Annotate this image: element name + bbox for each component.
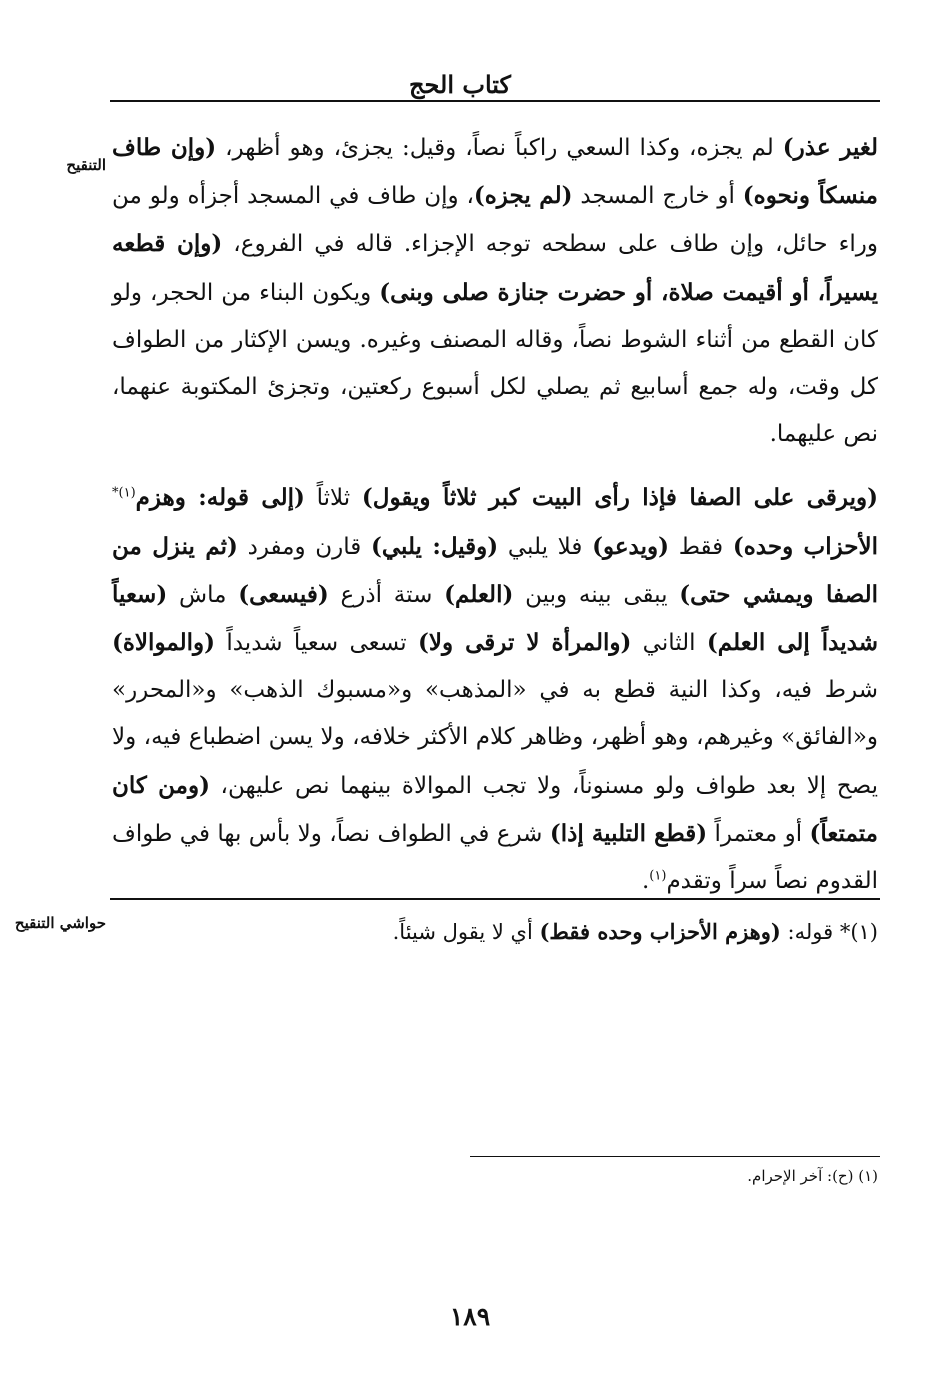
text-span: تسعى سعياً شديداً — [215, 630, 418, 657]
text-span: (العلم) — [444, 580, 514, 608]
text-span: (سعياً شديداً إلى العلم) — [112, 580, 879, 657]
text-span: (وإن طاف منسكاً ونحوه) — [112, 134, 878, 210]
footnote-reference: (١)* — [112, 485, 136, 501]
footnote: (١) (ح): آخر الإحرام. — [747, 1167, 878, 1185]
note-rest: أي لا يقول شيئاً. — [392, 920, 540, 944]
text-span: ماش — [167, 581, 239, 608]
paragraph-2 — [112, 474, 878, 905]
text-span: ويكون البناء من الحجر، ولو كان القطع من أثناء الشوط نصاً، وقاله المصنف وغيره. ويسن الإكثار من الطواف كل وقت، وله جمع أسابيع ثم يصلي لكل أسبوع ركعتين، وتجزئ المكتوبة عنهما، نص عليهما. — [112, 279, 878, 448]
text-span: (إلى قوله: وهزم — [135, 484, 305, 512]
text-span: أو معتمراً — [707, 820, 810, 847]
note-prefix: (١)* قوله: — [780, 920, 878, 944]
text-span: (لم يجزه) — [473, 182, 573, 210]
text-span: شرع في الطواف نصاً، ولا بأس بها في طواف القدوم نصاً سراً وتقدم — [112, 820, 878, 895]
text-span: لم يجزه، وكذا السعي راكباً نصاً، وقيل: يجزئ، وهو أظهر، — [216, 135, 783, 161]
text-span: (والموالاة) — [112, 629, 216, 657]
notes-divider — [110, 898, 880, 900]
text-span: (ويدعو) — [592, 532, 670, 560]
text-span: ستة أذرع — [328, 581, 445, 608]
text-span: (ثم ينزل من الصفا ويمشي حتى) — [112, 532, 878, 608]
text-span: (ويرقى على الصفا فإذا رأى البيت كبر ثلاثاً ويقول) — [361, 484, 879, 512]
text-span: (وإن قطعه يسيراً، أو أقيمت صلاة، أو حضرت جنازة صلى وبنى) — [112, 230, 879, 306]
paragraph-1 — [112, 124, 878, 458]
margin-label-hawashi: حواشي التنقيح — [14, 914, 106, 932]
footnote-reference: (١) — [649, 868, 667, 884]
note-quote: (وهزم الأحزاب وحده فقط) — [539, 919, 781, 944]
text-span: (قطع التلبية إذا) — [549, 819, 708, 847]
text-span: (ومن كان متمتعاً) — [112, 771, 878, 847]
text-span: الأحزاب وحده) — [732, 532, 879, 560]
text-span: فلا يلبي — [498, 533, 593, 560]
text-span: (فيسعى) — [238, 580, 329, 608]
note-entry — [112, 914, 878, 950]
header-divider — [110, 100, 880, 102]
footnote-divider — [470, 1156, 880, 1157]
text-span: ثلاثاً — [304, 485, 362, 512]
text-span: الثاني — [631, 630, 707, 657]
text-span: فقط — [669, 533, 733, 560]
page-number: ١٨٩ — [449, 1302, 491, 1331]
page-header-title: كتاب الحج — [409, 70, 511, 99]
text-span: يبقى بينه وبين — [513, 581, 680, 608]
text-span: ، وإن طاف في المسجد أجزأه ولو من وراء حائل، وإن طاف على سطحه توجه الإجزاء. قاله في الفروع، — [112, 183, 878, 258]
text-span: قارن ومفرد — [237, 533, 371, 560]
text-span: . — [641, 868, 650, 895]
text-span: (وقيل: يلبي) — [370, 532, 499, 560]
main-text-body — [112, 124, 878, 905]
text-span: لغير عذر) — [782, 134, 878, 161]
text-span: (والمرأة لا ترقى ولا) — [418, 629, 632, 657]
text-span: أو خارج المسجد — [572, 183, 743, 210]
text-span: شرط فيه، وكذا النية قطع به في «المذهب» و«مسبوك الذهب» و«المحرر» و«الفائق» وغيرهم، وهو أظهر، وظاهر كلام الأكثر خلافه، ولا يسن اضطباع فيه، ولا يصح إلا بعد طواف ولو مسنوناً، ولا تجب الموالاة بينهما نص عليهن، — [112, 677, 878, 799]
margin-label-tanqih: التنقيح — [66, 156, 106, 174]
